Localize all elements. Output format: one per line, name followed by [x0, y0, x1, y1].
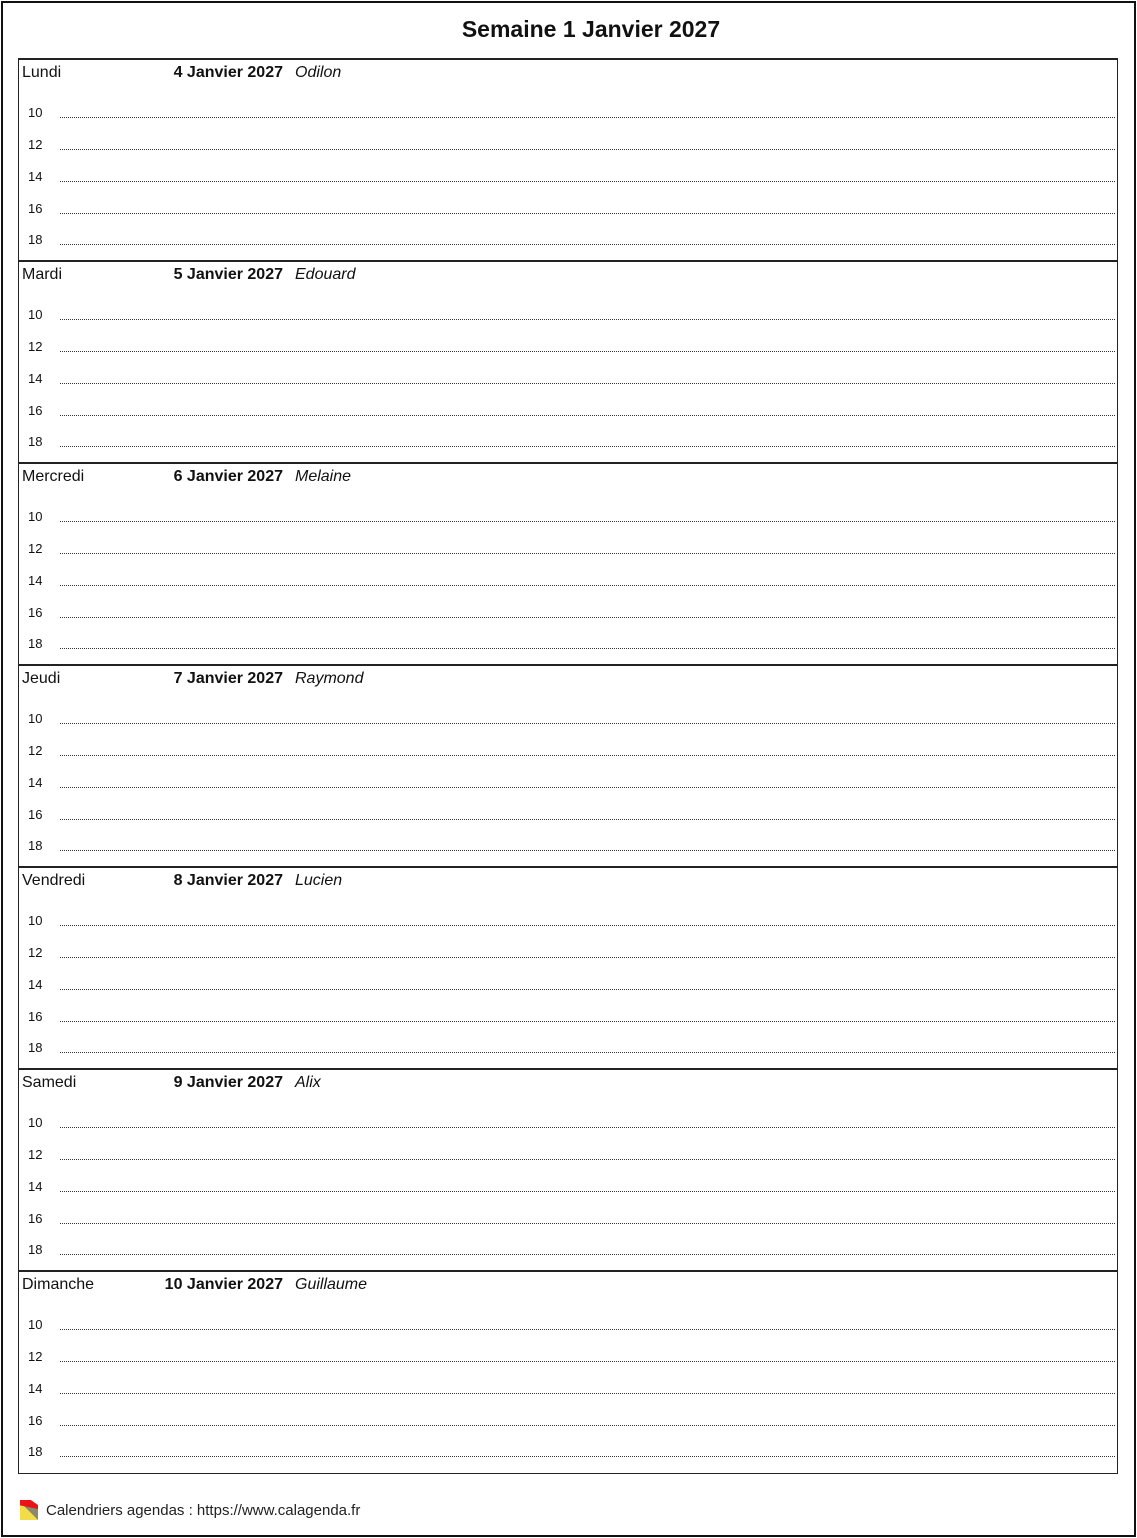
- writing-line: [60, 723, 1115, 724]
- hour-slot[interactable]: [19, 169, 1117, 189]
- day-name: Lundi: [22, 64, 62, 81]
- hour-label: 16: [28, 605, 43, 620]
- day-saint: Edouard: [295, 266, 356, 283]
- writing-line: [60, 383, 1115, 384]
- writing-line: [60, 1361, 1115, 1362]
- hour-label: 16: [28, 1211, 43, 1226]
- hour-slot[interactable]: [19, 403, 1117, 423]
- writing-line: [60, 351, 1115, 352]
- writing-line: [60, 1159, 1115, 1160]
- day-date: 10 Janvier 2027: [164, 1276, 283, 1293]
- hour-slot[interactable]: [19, 509, 1117, 529]
- hour-label: 14: [28, 977, 43, 992]
- hour-label: 16: [28, 403, 43, 418]
- day-block: [18, 1068, 1118, 1271]
- hour-label: 18: [28, 1040, 43, 1055]
- hour-slot[interactable]: [19, 1179, 1117, 1199]
- hour-slot[interactable]: [19, 1009, 1117, 1029]
- writing-line: [60, 213, 1115, 214]
- writing-line: [60, 244, 1115, 245]
- hour-slot[interactable]: [19, 605, 1117, 625]
- hour-slot[interactable]: [19, 1211, 1117, 1231]
- writing-line: [60, 819, 1115, 820]
- day-saint: Guillaume: [295, 1276, 368, 1293]
- hour-slot[interactable]: [19, 434, 1117, 454]
- writing-line: [60, 1223, 1115, 1224]
- writing-line: [60, 755, 1115, 756]
- hour-label: 18: [28, 1444, 43, 1459]
- hour-slot[interactable]: [19, 1317, 1117, 1337]
- writing-line: [60, 319, 1115, 320]
- hour-label: 14: [28, 775, 43, 790]
- hour-slot[interactable]: [19, 1413, 1117, 1433]
- hour-slot[interactable]: [19, 1381, 1117, 1401]
- hour-label: 12: [28, 945, 43, 960]
- day-saint: Alix: [295, 1074, 321, 1091]
- hour-slot[interactable]: [19, 977, 1117, 997]
- hour-slot[interactable]: [19, 945, 1117, 965]
- day-block: [18, 664, 1118, 867]
- writing-line: [60, 925, 1115, 926]
- writing-line: [60, 181, 1115, 182]
- writing-line: [60, 787, 1115, 788]
- hour-label: 12: [28, 137, 43, 152]
- day-date: 5 Janvier 2027: [173, 266, 283, 283]
- hour-slot[interactable]: [19, 743, 1117, 763]
- day-name: Vendredi: [22, 872, 86, 889]
- day-date: 7 Janvier 2027: [173, 670, 283, 687]
- hour-label: 14: [28, 1381, 43, 1396]
- hour-slot[interactable]: [19, 1040, 1117, 1060]
- hour-label: 12: [28, 541, 43, 556]
- hour-slot[interactable]: [19, 232, 1117, 252]
- writing-line: [60, 117, 1115, 118]
- hour-slot[interactable]: [19, 1444, 1117, 1464]
- writing-line: [60, 850, 1115, 851]
- hour-label: 18: [28, 1242, 43, 1257]
- writing-line: [60, 149, 1115, 150]
- week-planner: [18, 59, 1118, 1474]
- hour-slot[interactable]: [19, 807, 1117, 827]
- hour-slot[interactable]: [19, 541, 1117, 561]
- day-date: 8 Janvier 2027: [173, 872, 283, 889]
- writing-line: [60, 1021, 1115, 1022]
- hour-slot[interactable]: [19, 371, 1117, 391]
- writing-line: [60, 585, 1115, 586]
- page-title: Semaine 1 Janvier 2027: [461, 16, 721, 42]
- hour-slot[interactable]: [19, 1147, 1117, 1167]
- hour-slot[interactable]: [19, 137, 1117, 157]
- hour-label: 18: [28, 434, 43, 449]
- writing-line: [60, 1393, 1115, 1394]
- writing-line: [60, 553, 1115, 554]
- hour-label: 12: [28, 743, 43, 758]
- hour-slot[interactable]: [19, 105, 1117, 125]
- writing-line: [60, 1329, 1115, 1330]
- hour-slot[interactable]: [19, 636, 1117, 656]
- day-name: Mardi: [22, 266, 63, 283]
- day-name: Dimanche: [22, 1276, 95, 1293]
- writing-line: [60, 1456, 1115, 1457]
- hour-label: 18: [28, 232, 43, 247]
- hour-slot[interactable]: [19, 307, 1117, 327]
- writing-line: [60, 446, 1115, 447]
- writing-line: [60, 1191, 1115, 1192]
- writing-line: [60, 648, 1115, 649]
- hour-label: 10: [28, 105, 43, 120]
- hour-slot[interactable]: [19, 1242, 1117, 1262]
- hour-label: 18: [28, 838, 43, 853]
- hour-label: 10: [28, 1317, 43, 1332]
- hour-label: 14: [28, 371, 43, 386]
- hour-slot[interactable]: [19, 711, 1117, 731]
- day-name: Samedi: [22, 1074, 77, 1091]
- hour-label: 10: [28, 711, 43, 726]
- day-block: [18, 260, 1118, 463]
- hour-label: 12: [28, 339, 43, 354]
- hour-label: 16: [28, 807, 43, 822]
- writing-line: [60, 957, 1115, 958]
- hour-slot[interactable]: [19, 775, 1117, 795]
- hour-label: 16: [28, 1413, 43, 1428]
- hour-label: 16: [28, 201, 43, 216]
- hour-slot[interactable]: [19, 913, 1117, 933]
- hour-label: 18: [28, 636, 43, 651]
- day-block: [18, 1270, 1118, 1474]
- day-name: Jeudi: [22, 670, 61, 687]
- hour-slot[interactable]: [19, 573, 1117, 593]
- day-date: 9 Janvier 2027: [173, 1074, 283, 1091]
- hour-label: 10: [28, 307, 43, 322]
- day-saint: Lucien: [295, 872, 343, 889]
- hour-slot[interactable]: [19, 838, 1117, 858]
- hour-slot[interactable]: [19, 201, 1117, 221]
- hour-slot[interactable]: [19, 1349, 1117, 1369]
- day-saint: Melaine: [295, 468, 352, 485]
- day-block: [18, 866, 1118, 1069]
- hour-label: 12: [28, 1147, 43, 1162]
- hour-label: 14: [28, 573, 43, 588]
- hour-slot[interactable]: [19, 1115, 1117, 1135]
- hour-label: 10: [28, 509, 43, 524]
- writing-line: [60, 617, 1115, 618]
- hour-label: 12: [28, 1349, 43, 1364]
- day-date: 4 Janvier 2027: [173, 64, 283, 81]
- day-saint: Raymond: [295, 670, 364, 687]
- writing-line: [60, 521, 1115, 522]
- footer: [20, 1492, 360, 1520]
- hour-label: 10: [28, 913, 43, 928]
- hour-label: 16: [28, 1009, 43, 1024]
- writing-line: [60, 415, 1115, 416]
- writing-line: [60, 1254, 1115, 1255]
- day-block: [18, 462, 1118, 665]
- day-date: 6 Janvier 2027: [173, 468, 283, 485]
- writing-line: [60, 1052, 1115, 1053]
- hour-label: 10: [28, 1115, 43, 1130]
- footer-credit-link[interactable]: Calendriers agendas : https://www.calagenda.fr: [46, 1502, 361, 1519]
- writing-line: [60, 1127, 1115, 1128]
- hour-label: 14: [28, 1179, 43, 1194]
- day-name: Mercredi: [22, 468, 85, 485]
- writing-line: [60, 1425, 1115, 1426]
- day-saint: Odilon: [295, 64, 342, 81]
- calagenda-logo-icon: [20, 1500, 38, 1520]
- hour-slot[interactable]: [19, 339, 1117, 359]
- day-block: [18, 58, 1118, 261]
- writing-line: [60, 989, 1115, 990]
- hour-label: 14: [28, 169, 43, 184]
